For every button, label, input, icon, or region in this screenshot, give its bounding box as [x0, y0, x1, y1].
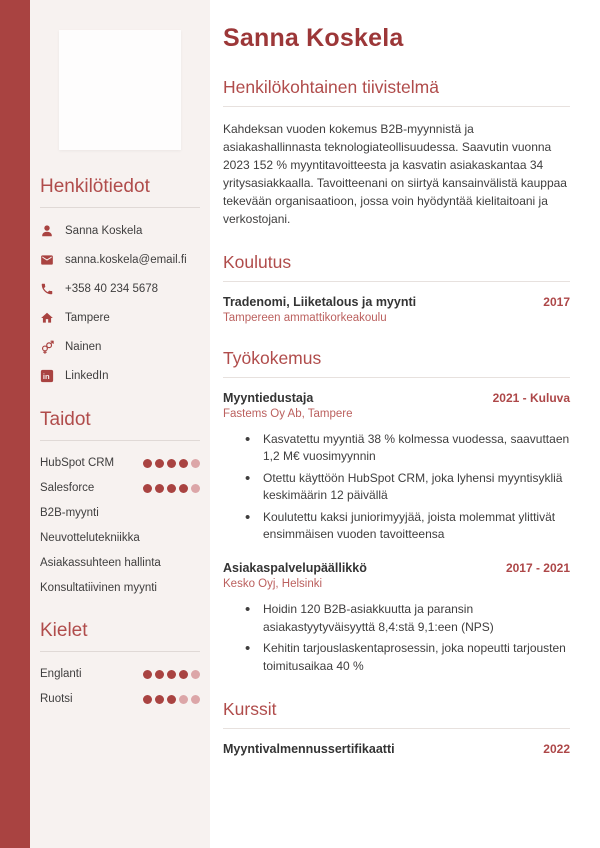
language-rating-dots [143, 695, 200, 704]
contact-item [40, 311, 200, 325]
job-bullet: • Kasvatettu myyntiä 38 % kolmessa vuodessa, saavuttaen 1,2 M€ vuosimyynnin [245, 431, 570, 466]
course-entry-header [223, 742, 570, 756]
divider [223, 106, 570, 107]
job-title: Myyntiedustaja [223, 391, 314, 405]
contact-item-label: sanna.koskela@email.fi [65, 254, 187, 266]
experience-section [223, 348, 570, 675]
skill-item [40, 457, 200, 469]
skill-label: HubSpot CRM [40, 457, 115, 469]
skill-rating-dots [143, 459, 200, 468]
languages-list [40, 668, 200, 705]
language-rating-dots [143, 670, 200, 679]
divider [40, 440, 200, 441]
rating-dot [191, 695, 200, 704]
svg-text:in: in [42, 372, 50, 382]
skills-section [40, 409, 200, 594]
job-entry [223, 561, 570, 675]
rating-dot [167, 695, 176, 704]
course-list [223, 742, 570, 756]
rating-dot [179, 670, 188, 679]
education-entry [223, 295, 570, 324]
skill-label: Konsultatiivinen myynti [40, 582, 157, 594]
education-date: 2017 [543, 295, 570, 309]
photo-placeholder [59, 30, 181, 150]
contact-list [40, 224, 200, 383]
job-list [223, 391, 570, 675]
contact-item [40, 253, 200, 267]
contact-item-label: Sanna Koskela [65, 225, 143, 237]
experience-heading: Työkokemus [223, 348, 322, 368]
education-section [223, 252, 570, 324]
contact-item [40, 340, 200, 354]
skill-label: Neuvottelutekniikka [40, 532, 140, 544]
contact-item-label: Nainen [65, 341, 102, 353]
contact-item-label: +358 40 234 5678 [65, 283, 159, 295]
rating-dot [155, 459, 164, 468]
skill-rating-dots [143, 484, 200, 493]
skill-label: Salesforce [40, 482, 95, 494]
company-name: Fastems Oy Ab, Tampere [223, 408, 353, 420]
skill-item [40, 557, 200, 569]
education-entry-header [223, 295, 570, 309]
school-name: Tampereen ammattikorkeakoulu [223, 312, 387, 324]
rating-dot [155, 484, 164, 493]
rating-dot [143, 695, 152, 704]
rating-dot [155, 670, 164, 679]
job-bullet: • Hoidin 120 B2B-asiakkuutta ja paransin asiakastyytyväisyyttä 8,4:stä 9,1:een (NPS) [245, 601, 570, 636]
language-item [40, 693, 200, 705]
course-entry [223, 742, 570, 756]
person-name: Sanna Koskela [223, 24, 404, 52]
language-item [40, 668, 200, 680]
courses-section [223, 699, 570, 756]
company-name: Kesko Oyj, Helsinki [223, 578, 323, 591]
degree-title: Tradenomi, Liiketalous ja myynti [223, 295, 417, 309]
summary-section [223, 77, 570, 228]
skill-item [40, 507, 200, 519]
education-heading: Koulutus [223, 252, 292, 272]
rating-dot [191, 670, 200, 679]
languages-heading: Kielet [40, 620, 88, 641]
skill-label: B2B-myynti [40, 507, 99, 519]
skill-item [40, 532, 200, 544]
summary-heading: Henkilökohtainen tiivistelmä [223, 77, 439, 97]
contact-item [40, 282, 200, 296]
divider [223, 728, 570, 729]
rating-dot [143, 670, 152, 679]
rating-dot [179, 459, 188, 468]
language-label: Ruotsi [40, 693, 73, 705]
job-bullet-list [223, 431, 570, 543]
rating-dot [143, 484, 152, 493]
contact-item [40, 224, 200, 238]
skills-list [40, 457, 200, 594]
job-entry [223, 391, 570, 543]
divider [223, 281, 570, 282]
job-title: Asiakaspalvelupäällikkö [223, 561, 367, 576]
job-date: 2017 - 2021 [505, 561, 570, 576]
contact-item [40, 369, 200, 383]
rating-dot [143, 459, 152, 468]
divider [223, 377, 570, 378]
contact-item-label: Tampere [65, 312, 110, 324]
divider [40, 207, 200, 208]
gender-icon [40, 340, 54, 354]
contact-section [40, 176, 200, 383]
job-bullet: • Kehitin tarjouslaskentaprosessin, joka nopeutti tarjousten toimitusaikaa 40 % [245, 640, 570, 675]
language-label: Englanti [40, 668, 82, 680]
email-icon [40, 253, 54, 267]
education-list [223, 295, 570, 324]
person-icon [40, 224, 54, 238]
main-content [210, 0, 600, 848]
rating-dot [155, 695, 164, 704]
skill-item [40, 582, 200, 594]
skill-item [40, 482, 200, 494]
job-entry-header [223, 391, 570, 405]
phone-icon [40, 282, 54, 296]
contact-item-label: LinkedIn [65, 370, 109, 382]
skill-label: Asiakassuhteen hallinta [40, 557, 161, 569]
home-icon [40, 311, 54, 325]
job-date: 2021 - Kuluva [492, 391, 570, 405]
rating-dot [167, 484, 176, 493]
divider [40, 651, 200, 652]
linkedin-icon [40, 369, 54, 383]
rating-dot [191, 459, 200, 468]
rating-dot [167, 670, 176, 679]
course-title: Myyntivalmennussertifikaatti [223, 741, 395, 756]
contact-heading: Henkilötiedot [40, 176, 150, 197]
rating-dot [179, 484, 188, 493]
summary-text: Kahdeksan vuoden kokemus B2B-myynnistä ja asiakashallinnasta teknologiateollisuudessa. Saavutin vuonna 2023 152 % myyntitavoitteesta ja kasvatin asiakaskantaa 34 yritysasiakkaalla. Tavoitteenani on siirtyä kansainvälistä kauppaa tekevään organisaatioon, jossa voin hyödyntää kielitaitoani ja verkostojani. [223, 122, 567, 226]
job-entry-header [223, 561, 570, 575]
sidebar [30, 0, 210, 848]
rating-dot [179, 695, 188, 704]
courses-heading: Kurssit [223, 698, 277, 719]
rating-dot [167, 459, 176, 468]
rating-dot [191, 484, 200, 493]
job-bullet: • Otettu käyttöön HubSpot CRM, joka lyhensi myyntisykliä keskimäärin 12 päivällä [245, 470, 570, 505]
job-bullet-list [223, 601, 570, 675]
languages-section [40, 620, 200, 705]
job-bullet: • Koulutettu kaksi juniorimyyjää, joista molemmat ylittivät ensimmäisen vuoden tavoitteensa [245, 509, 570, 544]
left-accent-stripe [0, 0, 30, 848]
course-date: 2022 [543, 741, 570, 756]
skills-heading: Taidot [40, 409, 91, 430]
